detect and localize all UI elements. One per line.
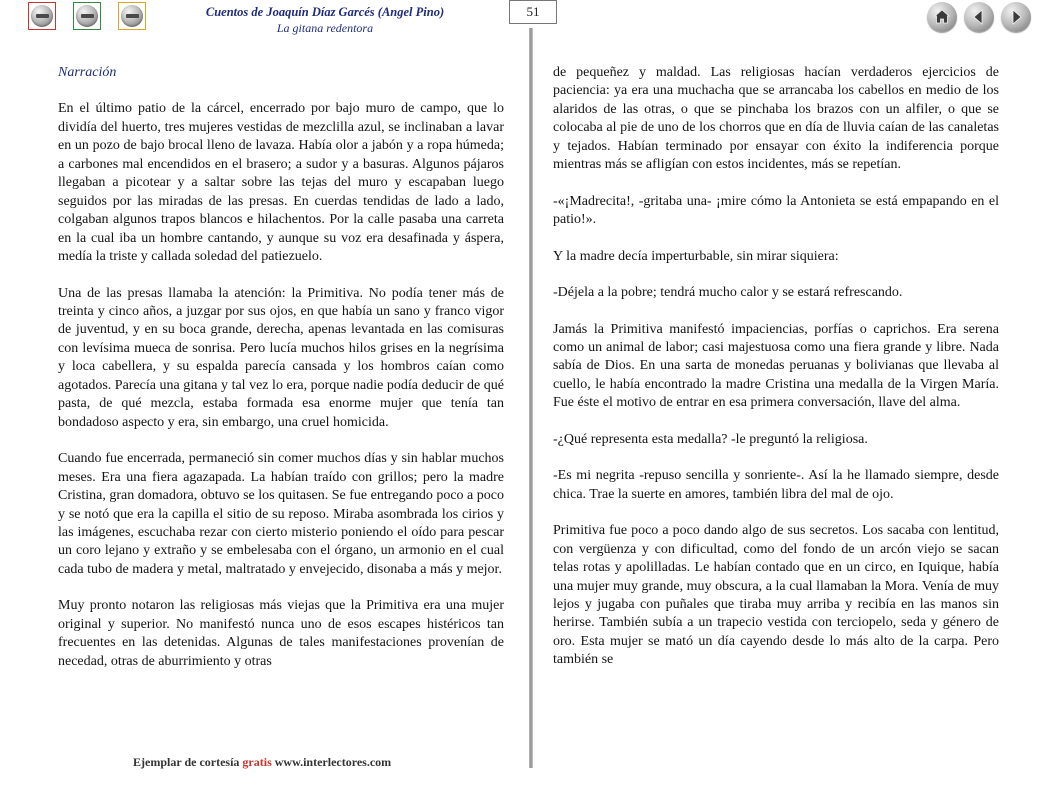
- footer-prefix: Ejemplar de cortesía: [133, 755, 240, 769]
- paragraph: En el último patio de la cárcel, encerrado por bajo muro de campo, que lo dividía del huerto, tres mujeres vestidas de mezclilla azul, se inclinaban a lavar en un pozo de bajo brocal lleno de lavaza. Había olor a jabón y a ropa húmeda; a carbones mal encendidos en el brasero; a sudor y a basuras. Algunos pájaros llegaban a picotear y a saltar sobre las tejas del muro y escapaban luego seguidos por las miradas de las presas. En cuerdas tendidas de lado a lado, colgaban algunos trapos blancos e hilachentos. Por la calle pasaba una carreta en la cual iba un hombre cantando, y aunque su voz era desafinada y áspera, medía la triste y callada soledad del patiezuelo.: [58, 101, 504, 265]
- paragraph: Jamás la Primitiva manifestó impaciencias, porfías o caprichos. Era serena como un animal de labor; casi majestuosa como una fiera grande y libre. Nada sabía de Dios. En una sarta de monedas peruanas y bolivianas que llevaba al cuello, le había encontrado la madre Cristina una medalla de la Virgen María. Fue éste el motivo de entrar en esa primera conversación, llave del alma.: [553, 321, 999, 411]
- home-icon: [932, 7, 952, 27]
- home-button[interactable]: [927, 2, 957, 32]
- paragraph: de pequeñez y maldad. Las religiosas hacían verdaderos ejercicios de paciencia: ya era una muchacha que se arrancaba los cabellos en medio de los alaridos de las otras, o que se pinchaba los brazos con un alfiler, o que se colocaba al pie de uno de los chorros que en día de lluvia caían de las canaletas y tejados. Habían terminado por ensayar con éxito la indiferencia porque mientras más se afligían con estos incidentes, más se repetían.: [553, 65, 999, 173]
- arrow-right-icon: [1006, 7, 1026, 27]
- paragraph: -Es mi negrita -repuso sencilla y sonriente-. Así la he llamado siempre, desde chica. Trae la suerte en amores, también libra del mal de ojo.: [553, 468, 999, 502]
- paragraph: Muy pronto notaron las religiosas más viejas que la Primitiva era una mujer original y superior. No manifestó nunca uno de esos escapes histéricos tan frecuentes en las detenidas. Algunas de tales manifestaciones provenían de necedad, otras de aburrimiento y otras: [58, 598, 504, 669]
- minimize-icon: [76, 5, 98, 27]
- story-title: La gitana redentora: [276, 21, 374, 35]
- minimize-icon: [31, 5, 53, 27]
- page-number: 51: [509, 0, 557, 24]
- arrow-left-icon: [969, 7, 989, 27]
- paragraph: Primitiva fue poco a poco dando algo de sus secretos. Los sacaba con lentitud, con vergüenza y con dificultad, como del fondo de un arcón viejo se sacan telas rotas y apolilladas. Le habían contado que en un circo, en Iquique, había una mujer muy grande, muy obscura, a la cual llamaban la Mora. Venía de muy lejos y jugaba con puñales que tiraba muy arriba y recibía en las manos sin herirse. También subía a un trapecio vestida con terciopelo, seda y género de oro. Esta mujer se mató un día cayendo desde lo más alto de la carpa. Pero también se: [553, 523, 999, 668]
- paragraph: -Déjela a la pobre; tendrá mucho calor y se estará refrescando.: [553, 285, 903, 301]
- minimize-icon: [121, 5, 143, 27]
- paragraph: Una de las presas llamaba la atención: la Primitiva. No podía tener más de treinta y cinco años, a juzgar por sus ojos, en que había un sano y franco vigor de juventud, y en su boca grande, derecha, apenas levantada en las comisuras con levísima mueca de sonrisa. Pero lucía muchos hilos grises en la negrísima y loca cabellera, y su espalda parecía cansada y los hombros caían como agotados. Parecía una gitana y tal vez lo era, porque nadie podía deducir de qué pasta, de qué mezcla, estaba formada esa enorme mujer que tenía tan bondadoso aspecto y era, sin embargo, una cruel homicida.: [58, 285, 504, 430]
- footer-gratis: gratis: [242, 755, 272, 769]
- section-heading: Narración: [58, 65, 117, 80]
- previous-page-button[interactable]: [964, 2, 994, 32]
- paragraph: -«¡Madrecita!, -gritaba una- ¡mire cómo la Antonieta se está empapando en el patio!».: [553, 193, 999, 228]
- next-page-button[interactable]: [1001, 2, 1031, 32]
- paragraph: Y la madre decía imperturbable, sin mirar siquiera:: [553, 248, 839, 264]
- page-divider: [529, 28, 533, 768]
- right-column: [553, 64, 999, 688]
- footer: [133, 755, 391, 770]
- footer-site-link[interactable]: www.interlectores.com: [274, 755, 392, 769]
- window-button-yellow[interactable]: [118, 2, 146, 30]
- book-title: Cuentos de Joaquín Díaz Garcés (Angel Pino): [205, 5, 445, 19]
- window-button-green[interactable]: [73, 2, 101, 30]
- window-button-red[interactable]: [28, 2, 56, 30]
- paragraph: -¿Qué representa esta medalla? -le preguntó la religiosa.: [553, 431, 868, 447]
- left-column: [58, 64, 504, 689]
- paragraph: Cuando fue encerrada, permaneció sin comer muchos días y sin hablar muchos meses. Era una fiera agazapada. La habían traído con grillos; pero la madre Cristina, gran domadora, obtuvo se los quitasen. Se fue entregando poco a poco y se notó que era la capilla el sitio de su reposo. Miraba asombrada los cirios y las imágenes, escuchaba rezar con cierto misterio poniendo el oído para pescar un coro lejano y extraño y se embelesaba con el órgano, un armonio en el cual cada tubo de madera y metal, maltratado y envejecido, disonaba a más y mejor.: [58, 451, 504, 577]
